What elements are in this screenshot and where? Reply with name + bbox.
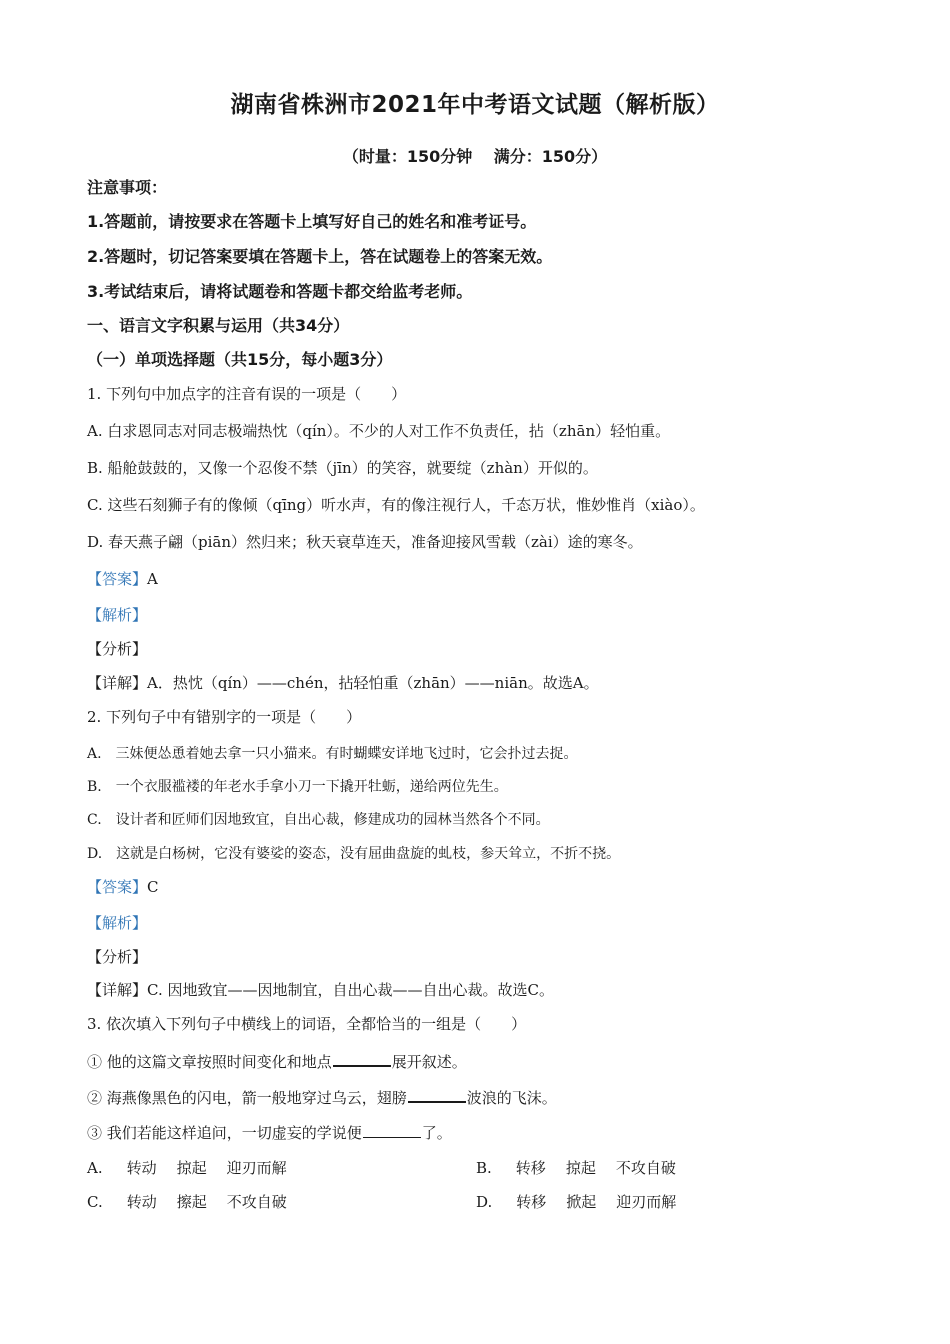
notice-item-2: 2.答题时，切记答案要填在答题卡上，答在试题卷上的答案无效。 bbox=[87, 247, 553, 266]
q1-option-c: C. 这些石刻狮子有的像倾（qīng）听水声，有的像注视行人，千态万状，惟妙惟肖（xiào）。 bbox=[87, 496, 705, 514]
q1-stem: 1. 下列句中加点字的注音有误的一项是（ ） bbox=[87, 385, 407, 403]
q3-sentence-1 bbox=[87, 1051, 467, 1072]
option-word: 不攻自破 bbox=[615, 1159, 676, 1177]
q2-option-b: B. 一个衣服褴褛的年老水手拿小刀一下撬开牡蛎，递给两位先生。 bbox=[87, 779, 508, 795]
answer-tag: 【答案】 bbox=[87, 878, 148, 896]
option-word: 转移 bbox=[516, 1193, 547, 1211]
sentence-text: 了。 bbox=[421, 1124, 452, 1142]
sentence-text: 展开叙述。 bbox=[391, 1053, 467, 1071]
exam-time-and-score: （时量：150分钟 满分：150分） bbox=[342, 147, 608, 166]
option-word: 掠起 bbox=[565, 1159, 596, 1177]
sentence-text: 波浪的飞沫。 bbox=[466, 1089, 557, 1107]
q2-stem: 2. 下列句子中有错别字的一项是（ ） bbox=[87, 708, 362, 726]
notice-heading: 注意事项： bbox=[87, 178, 168, 197]
option-word: 转动 bbox=[126, 1159, 157, 1177]
q2-analysis-tag: 【解析】 bbox=[87, 914, 148, 932]
detail-text: A．热忱（qín）——chén，拈轻怕重（zhān）——niān。故选A。 bbox=[147, 674, 599, 692]
option-word: 转移 bbox=[515, 1159, 546, 1177]
option-letter: A. bbox=[87, 1159, 103, 1177]
answer-value: C bbox=[147, 878, 159, 896]
q2-detail bbox=[87, 980, 554, 1000]
q3-option-b bbox=[476, 1158, 676, 1178]
answer-value: A bbox=[147, 570, 158, 588]
fill-blank bbox=[333, 1051, 391, 1067]
option-word: 迎刃而解 bbox=[226, 1159, 287, 1177]
q3-option-a bbox=[87, 1158, 287, 1178]
sentence-text: ① 他的这篇文章按照时间变化和地点 bbox=[87, 1053, 332, 1071]
q3-option-c bbox=[87, 1192, 287, 1212]
q3-sentence-2 bbox=[87, 1087, 557, 1108]
q1-detail bbox=[87, 673, 599, 693]
q1-analysis-tag: 【解析】 bbox=[87, 606, 148, 624]
q2-fenxi-tag: 【分析】 bbox=[87, 948, 148, 966]
q1-option-a: A. 白求恩同志对同志极端热忱（qín）。不少的人对工作不负责任，拈（zhān）轻怕重。 bbox=[87, 422, 671, 440]
option-word: 迎刃而解 bbox=[616, 1193, 677, 1211]
option-word: 掀起 bbox=[566, 1193, 597, 1211]
detail-tag: 【详解】 bbox=[87, 981, 148, 999]
q2-answer bbox=[87, 877, 159, 897]
detail-text: C. 因地致宜——因地制宜，自出心裁——自出心裁。故选C。 bbox=[147, 981, 554, 999]
sentence-text: ③ 我们若能这样追问，一切虚妄的学说便 bbox=[87, 1124, 362, 1142]
q1-option-d: D. 春天燕子翩（piān）然归来；秋天衰草连天，准备迎接风雪载（zài）途的寒冬。 bbox=[87, 533, 643, 551]
answer-tag: 【答案】 bbox=[87, 570, 148, 588]
option-letter: B. bbox=[476, 1159, 492, 1177]
fill-blank bbox=[408, 1087, 466, 1103]
detail-tag: 【详解】 bbox=[87, 674, 148, 692]
q2-option-a: A. 三妹便怂恿着她去拿一只小猫来。有时蝴蝶安详地飞过时，它会扑过去捉。 bbox=[87, 746, 578, 762]
option-word: 转动 bbox=[126, 1193, 157, 1211]
option-word: 不攻自破 bbox=[226, 1193, 287, 1211]
q2-option-d: D. 这就是白杨树，它没有婆娑的姿态，没有屈曲盘旋的虬枝，参天耸立，不折不挠。 bbox=[87, 846, 621, 862]
q1-option-b: B. 船舱鼓鼓的，又像一个忍俊不禁（jīn）的笑容，就要绽（zhàn）开似的。 bbox=[87, 459, 598, 477]
section-heading: 一、语言文字积累与运用（共34分） bbox=[87, 316, 350, 335]
q1-answer bbox=[87, 569, 158, 589]
option-letter: D. bbox=[476, 1193, 493, 1211]
option-word: 擦起 bbox=[176, 1193, 207, 1211]
subsection-heading: （一）单项选择题（共15分，每小题3分） bbox=[87, 350, 393, 369]
q3-option-d bbox=[476, 1192, 676, 1212]
fill-blank bbox=[363, 1123, 421, 1138]
option-word: 掠起 bbox=[176, 1159, 207, 1177]
sentence-text: ② 海燕像黑色的闪电，箭一般地穿过乌云，翅膀 bbox=[87, 1089, 407, 1107]
q3-sentence-3 bbox=[87, 1123, 452, 1143]
q3-stem: 3. 依次填入下列句子中横线上的词语，全都恰当的一组是（ ） bbox=[87, 1015, 527, 1033]
notice-item-3: 3.考试结束后，请将试题卷和答题卡都交给监考老师。 bbox=[87, 282, 473, 301]
option-letter: C. bbox=[87, 1193, 103, 1211]
page-title: 湖南省株洲市2021年中考语文试题（解析版） bbox=[230, 92, 720, 118]
notice-item-1: 1.答题前，请按要求在答题卡上填写好自己的姓名和准考证号。 bbox=[87, 212, 537, 231]
q2-option-c: C. 设计者和匠师们因地致宜，自出心裁，修建成功的园林当然各个不同。 bbox=[87, 812, 550, 828]
q1-fenxi-tag: 【分析】 bbox=[87, 640, 148, 658]
